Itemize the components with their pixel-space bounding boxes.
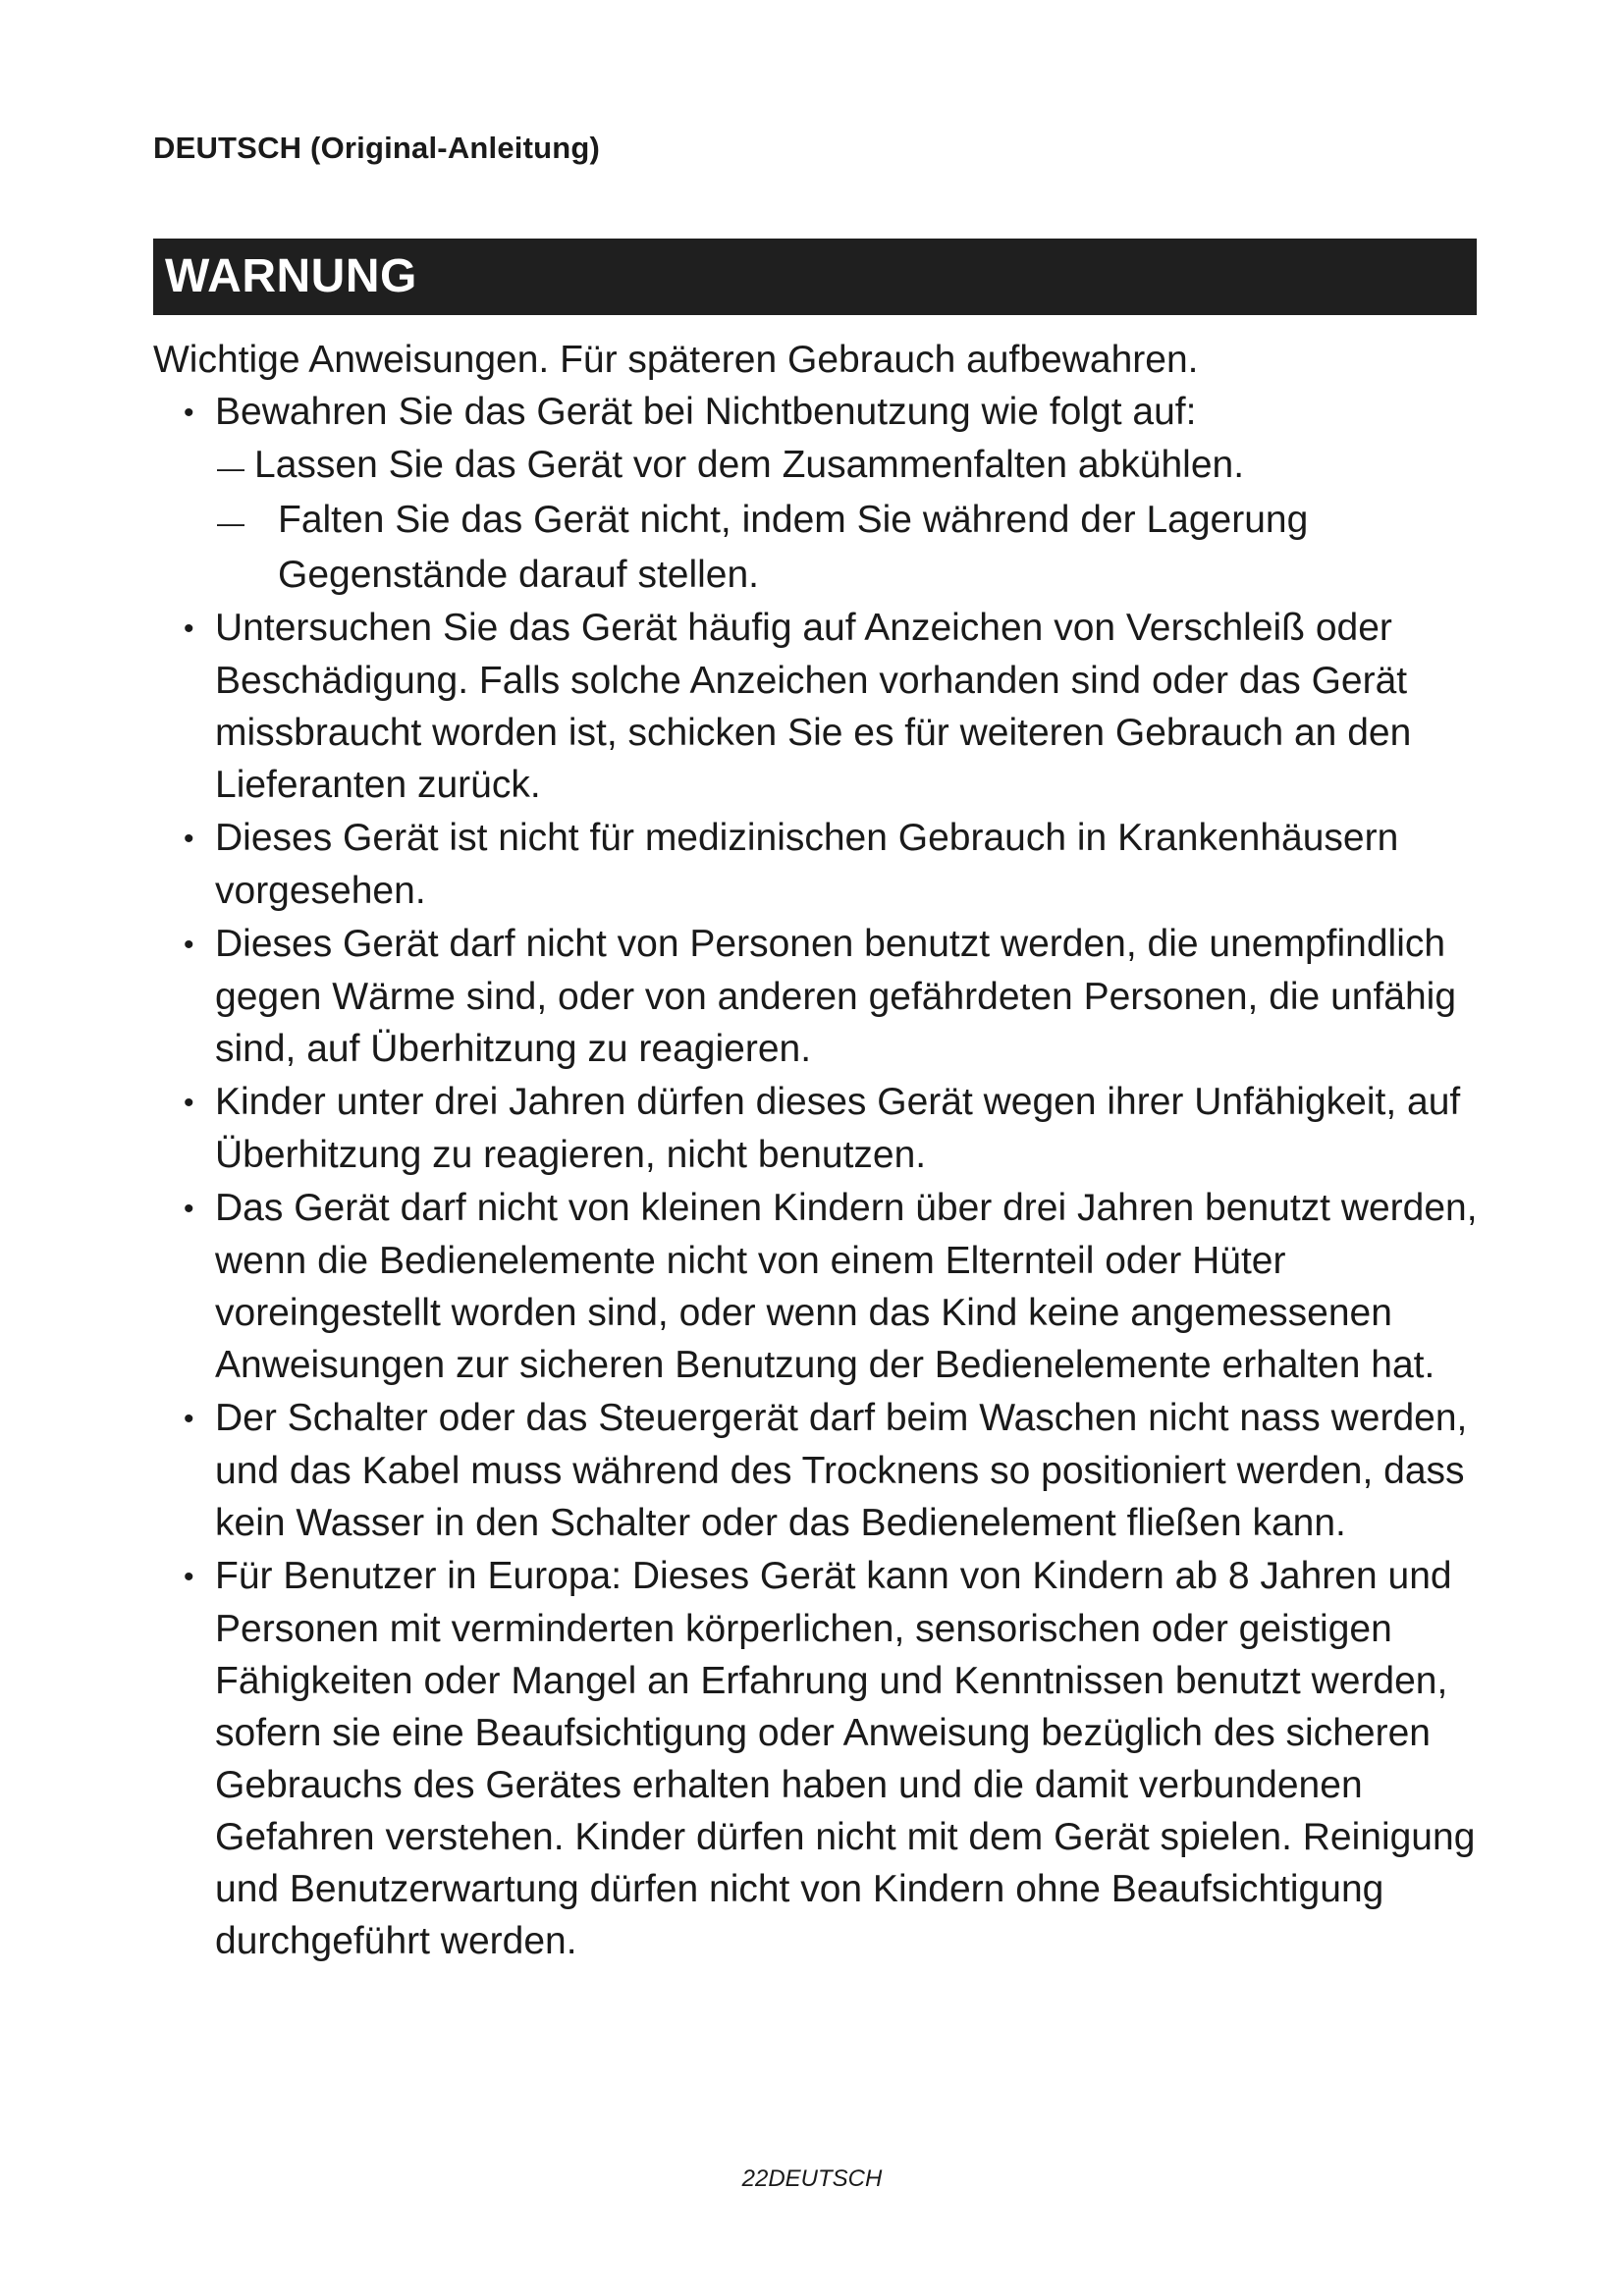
list-item-text: Der Schalter oder das Steuergerät darf beim Waschen nicht nass werden, und das Kabel muss während des Trocknens so positioniert werden, dass kein Wasser in den Schalter oder das Bedienelement fließen kann. [215,1397,1468,1544]
warning-banner-label: WARNUNG [165,250,417,302]
list-item [153,1182,1489,1391]
page-number: 22 [741,2165,769,2192]
bullet-icon: • [184,613,194,645]
bullet-icon: • [184,1403,194,1435]
bullet-icon: • [184,823,194,855]
list-item-text: Kinder unter drei Jahren dürfen dieses Gerät wegen ihrer Unfähigkeit, auf Überhitzung zu reagieren, nicht benutzen. [215,1081,1461,1176]
bullet-icon: • [184,1193,194,1225]
document-header: DEUTSCH (Original-Anleitung) [153,131,601,165]
list-item-text: Untersuchen Sie das Gerät häufig auf Anzeichen von Verschleiß oder Beschädigung. Falls solche Anzeichen vorhanden sind oder das Gerät missbraucht worden ist, schicken Sie es für weiteren Gebrauch an den Lieferanten zurück. [215,607,1412,806]
sub-list-item [153,494,1489,601]
list-item [153,602,1489,811]
dash-icon: — [217,507,244,538]
bullet-icon: • [184,1087,194,1119]
sub-list-item-text: Lassen Sie das Gerät vor dem Zusammenfalten abkühlen. [254,444,1245,486]
list-item [153,1550,1489,1967]
list-item-text: Das Gerät darf nicht von kleinen Kindern über drei Jahren benutzt werden, wenn die Bedienelemente nicht von einem Elternteil oder Hüter voreingestellt worden sind, oder wenn das Kind keine angemessenen Anweisungen zur sicheren Benutzung der Bedienelemente erhalten hat. [215,1187,1478,1386]
bullet-icon: • [184,929,194,961]
list-item [153,1392,1489,1549]
sub-list-item [153,439,1489,494]
bullet-icon: • [184,397,194,429]
warning-list [153,386,1489,1967]
list-item [153,1076,1489,1181]
intro-text: Wichtige Anweisungen. Für späteren Gebrauch aufbewahren. [153,339,1199,381]
list-item [153,918,1489,1075]
footer-section: DEUTSCH [768,2165,883,2192]
bullet-icon: • [184,1561,194,1593]
list-item [153,386,1489,601]
list-item-text: Dieses Gerät ist nicht für medizinischen Gebrauch in Krankenhäusern vorgesehen. [215,817,1399,912]
sub-list-item-text: Falten Sie das Gerät nicht, indem Sie während der Lagerung Gegenstände darauf stellen. [278,499,1309,596]
dash-icon: — [217,453,244,483]
list-item-text: Für Benutzer in Europa: Dieses Gerät kann von Kindern ab 8 Jahren und Personen mit verminderten körperlichen, sensorischen oder geistigen Fähigkeiten oder Mangel an Erfahrung und Kenntnissen benutzt werden, sofern sie eine Beaufsichtigung oder Anweisung bezüglich des sicheren Gebrauchs des Gerätes erhalten haben und die damit verbundenen Gefahren verstehen. Kinder dürfen nicht mit dem Gerät spielen. Reinigung und Benutzerwartung dürfen nicht von Kindern ohne Beaufsichtigung durchgeführt werden. [215,1555,1476,1962]
list-item [153,812,1489,917]
warning-content [153,334,1489,1968]
sub-list [215,439,1489,601]
warning-banner [153,239,1477,315]
list-item-text: Dieses Gerät darf nicht von Personen benutzt werden, die unempfindlich gegen Wärme sind, oder von anderen gefährdeten Personen, die unfähig sind, auf Überhitzung zu reagieren. [215,923,1457,1070]
list-item-text: Bewahren Sie das Gerät bei Nichtbenutzung wie folgt auf: [215,391,1197,433]
page-footer [0,2165,1624,2193]
